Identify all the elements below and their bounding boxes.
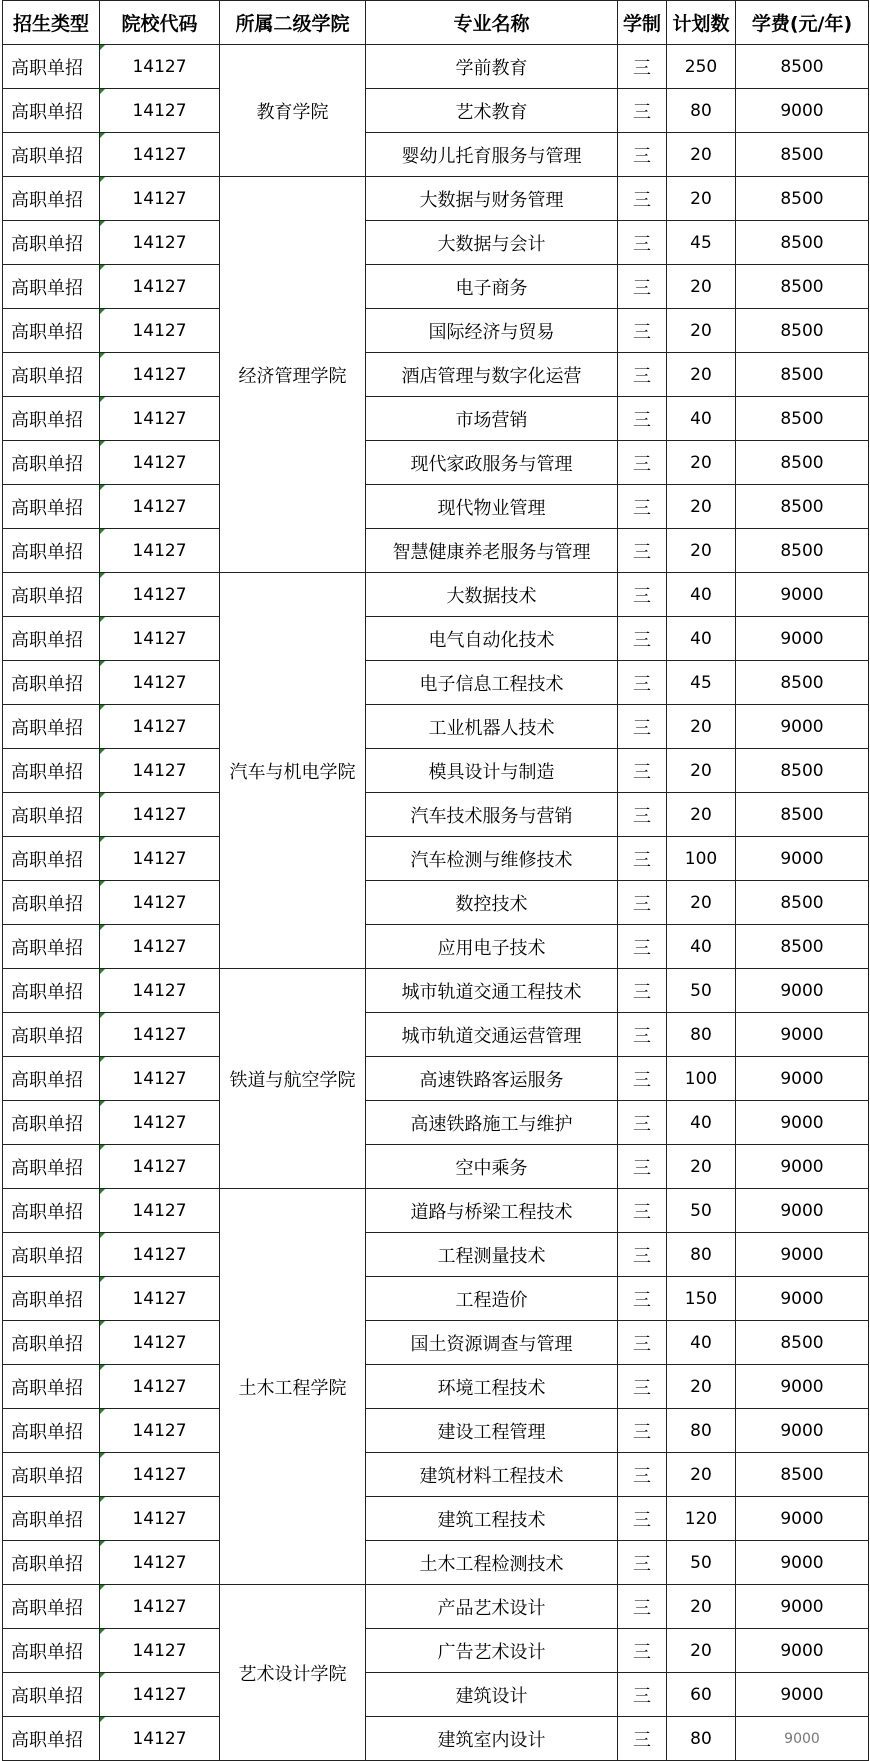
plan-count-cell: 40	[667, 397, 736, 441]
major-name-cell: 广告艺术设计	[366, 1629, 618, 1673]
tuition-cell: 9000	[736, 1145, 869, 1189]
duration-cell: 三	[618, 661, 667, 705]
table-row	[3, 221, 869, 265]
major-name-cell: 国土资源调查与管理	[366, 1321, 618, 1365]
table-row	[3, 1321, 869, 1365]
enroll-type-cell: 高职单招	[3, 837, 100, 881]
table-row	[3, 705, 869, 749]
table-row	[3, 397, 869, 441]
school-code-cell: 14127	[100, 45, 220, 89]
header-cell: 计划数	[667, 1, 736, 45]
school-code-cell: 14127	[100, 1585, 220, 1629]
school-code-cell: 14127	[100, 529, 220, 573]
plan-count-cell: 20	[667, 1453, 736, 1497]
plan-count-cell: 20	[667, 1365, 736, 1409]
school-code-cell: 14127	[100, 221, 220, 265]
header-cell: 院校代码	[100, 1, 220, 45]
major-name-cell: 空中乘务	[366, 1145, 618, 1189]
plan-count-cell: 45	[667, 221, 736, 265]
major-name-cell: 婴幼儿托育服务与管理	[366, 133, 618, 177]
enroll-type-cell: 高职单招	[3, 529, 100, 573]
school-code-cell: 14127	[100, 793, 220, 837]
plan-count-cell: 60	[667, 1673, 736, 1717]
tuition-cell: 9000	[736, 1233, 869, 1277]
duration-cell: 三	[618, 837, 667, 881]
duration-cell: 三	[618, 89, 667, 133]
duration-cell: 三	[618, 441, 667, 485]
plan-count-cell: 40	[667, 925, 736, 969]
major-name-cell: 模具设计与制造	[366, 749, 618, 793]
table-row	[3, 1585, 869, 1629]
plan-count-cell: 20	[667, 881, 736, 925]
tuition-cell: 8500	[736, 397, 869, 441]
school-code-cell: 14127	[100, 1453, 220, 1497]
major-name-cell: 道路与桥梁工程技术	[366, 1189, 618, 1233]
duration-cell: 三	[618, 1145, 667, 1189]
plan-count-cell: 20	[667, 133, 736, 177]
plan-count-cell: 120	[667, 1497, 736, 1541]
duration-cell: 三	[618, 1497, 667, 1541]
tuition-cell: 8500	[736, 749, 869, 793]
table-row	[3, 45, 869, 89]
table-row	[3, 1409, 869, 1453]
school-code-cell: 14127	[100, 1629, 220, 1673]
plan-count-cell: 20	[667, 485, 736, 529]
table-row	[3, 133, 869, 177]
header-cell: 所属二级学院	[220, 1, 366, 45]
enroll-type-cell: 高职单招	[3, 1585, 100, 1629]
school-code-cell: 14127	[100, 1013, 220, 1057]
duration-cell: 三	[618, 1321, 667, 1365]
major-name-cell: 工程造价	[366, 1277, 618, 1321]
tuition-cell: 8500	[736, 1321, 869, 1365]
tuition-cell: 9000	[736, 1673, 869, 1717]
duration-cell: 三	[618, 1057, 667, 1101]
plan-count-cell: 80	[667, 1717, 736, 1761]
enroll-type-cell: 高职单招	[3, 441, 100, 485]
duration-cell: 三	[618, 1233, 667, 1277]
enroll-type-cell: 高职单招	[3, 1321, 100, 1365]
table-row	[3, 485, 869, 529]
duration-cell: 三	[618, 617, 667, 661]
enroll-type-cell: 高职单招	[3, 1629, 100, 1673]
enroll-type-cell: 高职单招	[3, 485, 100, 529]
major-name-cell: 高速铁路客运服务	[366, 1057, 618, 1101]
table-row	[3, 1189, 869, 1233]
school-code-cell: 14127	[100, 1277, 220, 1321]
duration-cell: 三	[618, 133, 667, 177]
duration-cell: 三	[618, 1101, 667, 1145]
school-code-cell: 14127	[100, 837, 220, 881]
duration-cell: 三	[618, 485, 667, 529]
tuition-cell: 8500	[736, 221, 869, 265]
table-row	[3, 617, 869, 661]
duration-cell: 三	[618, 1717, 667, 1761]
duration-cell: 三	[618, 1189, 667, 1233]
major-name-cell: 艺术教育	[366, 89, 618, 133]
tuition-cell: 9000	[736, 1629, 869, 1673]
school-code-cell: 14127	[100, 881, 220, 925]
plan-count-cell: 45	[667, 661, 736, 705]
header-cell: 学费(元/年)	[736, 1, 869, 45]
major-name-cell: 电子信息工程技术	[366, 661, 618, 705]
table-row	[3, 881, 869, 925]
major-name-cell: 产品艺术设计	[366, 1585, 618, 1629]
enroll-type-cell: 高职单招	[3, 1409, 100, 1453]
plan-count-cell: 80	[667, 1233, 736, 1277]
major-name-cell: 现代家政服务与管理	[366, 441, 618, 485]
header-cell: 专业名称	[366, 1, 618, 45]
plan-count-cell: 20	[667, 265, 736, 309]
enroll-type-cell: 高职单招	[3, 1673, 100, 1717]
table-row	[3, 1145, 869, 1189]
school-code-cell: 14127	[100, 969, 220, 1013]
school-code-cell: 14127	[100, 177, 220, 221]
enroll-type-cell: 高职单招	[3, 925, 100, 969]
enroll-type-cell: 高职单招	[3, 1145, 100, 1189]
plan-count-cell: 20	[667, 705, 736, 749]
duration-cell: 三	[618, 353, 667, 397]
school-code-cell: 14127	[100, 1101, 220, 1145]
table-row	[3, 661, 869, 705]
school-code-cell: 14127	[100, 1233, 220, 1277]
school-code-cell: 14127	[100, 1717, 220, 1761]
school-code-cell: 14127	[100, 441, 220, 485]
tuition-cell: 8500	[736, 925, 869, 969]
major-name-cell: 土木工程检测技术	[366, 1541, 618, 1585]
tuition-cell: 8500	[736, 309, 869, 353]
major-name-cell: 大数据技术	[366, 573, 618, 617]
table-row	[3, 1541, 869, 1585]
school-code-cell: 14127	[100, 485, 220, 529]
table-row	[3, 969, 869, 1013]
major-name-cell: 城市轨道交通工程技术	[366, 969, 618, 1013]
table-row	[3, 1629, 869, 1673]
tuition-cell: 9000	[736, 573, 869, 617]
table-row	[3, 793, 869, 837]
college-cell: 艺术设计学院	[220, 1585, 366, 1761]
table-row	[3, 89, 869, 133]
enroll-type-cell: 高职单招	[3, 1365, 100, 1409]
school-code-cell: 14127	[100, 1145, 220, 1189]
plan-count-cell: 80	[667, 1409, 736, 1453]
school-code-cell: 14127	[100, 1057, 220, 1101]
enroll-type-cell: 高职单招	[3, 1189, 100, 1233]
college-cell: 教育学院	[220, 45, 366, 177]
plan-count-cell: 100	[667, 1057, 736, 1101]
plan-count-cell: 20	[667, 749, 736, 793]
tuition-cell: 8500	[736, 265, 869, 309]
plan-count-cell: 20	[667, 177, 736, 221]
major-name-cell: 高速铁路施工与维护	[366, 1101, 618, 1145]
duration-cell: 三	[618, 1277, 667, 1321]
duration-cell: 三	[618, 1013, 667, 1057]
tuition-cell: 9000	[736, 1497, 869, 1541]
school-code-cell: 14127	[100, 133, 220, 177]
major-name-cell: 智慧健康养老服务与管理	[366, 529, 618, 573]
duration-cell: 三	[618, 177, 667, 221]
enroll-type-cell: 高职单招	[3, 1497, 100, 1541]
table-row	[3, 1233, 869, 1277]
school-code-cell: 14127	[100, 1497, 220, 1541]
tuition-cell: 9000	[736, 1013, 869, 1057]
duration-cell: 三	[618, 1453, 667, 1497]
duration-cell: 三	[618, 1585, 667, 1629]
duration-cell: 三	[618, 1365, 667, 1409]
major-name-cell: 市场营销	[366, 397, 618, 441]
plan-count-cell: 80	[667, 1013, 736, 1057]
plan-count-cell: 50	[667, 1189, 736, 1233]
plan-count-cell: 20	[667, 1629, 736, 1673]
table-row	[3, 1717, 869, 1761]
plan-count-cell: 40	[667, 1101, 736, 1145]
plan-count-cell: 20	[667, 793, 736, 837]
major-name-cell: 汽车技术服务与营销	[366, 793, 618, 837]
major-name-cell: 现代物业管理	[366, 485, 618, 529]
school-code-cell: 14127	[100, 1365, 220, 1409]
table-row	[3, 573, 869, 617]
plan-count-cell: 40	[667, 617, 736, 661]
tuition-cell: 9000	[736, 1365, 869, 1409]
table-row	[3, 309, 869, 353]
tuition-cell: 8500	[736, 177, 869, 221]
college-cell: 汽车与机电学院	[220, 573, 366, 969]
duration-cell: 三	[618, 1541, 667, 1585]
school-code-cell: 14127	[100, 1321, 220, 1365]
duration-cell: 三	[618, 969, 667, 1013]
school-code-cell: 14127	[100, 397, 220, 441]
duration-cell: 三	[618, 881, 667, 925]
duration-cell: 三	[618, 1409, 667, 1453]
duration-cell: 三	[618, 573, 667, 617]
table-row	[3, 441, 869, 485]
major-name-cell: 国际经济与贸易	[366, 309, 618, 353]
school-code-cell: 14127	[100, 309, 220, 353]
enroll-type-cell: 高职单招	[3, 309, 100, 353]
tuition-cell: 8500	[736, 1453, 869, 1497]
duration-cell: 三	[618, 749, 667, 793]
major-name-cell: 建筑工程技术	[366, 1497, 618, 1541]
enroll-type-cell: 高职单招	[3, 221, 100, 265]
enroll-type-cell: 高职单招	[3, 573, 100, 617]
school-code-cell: 14127	[100, 925, 220, 969]
table-row	[3, 353, 869, 397]
enroll-type-cell: 高职单招	[3, 265, 100, 309]
major-name-cell: 酒店管理与数字化运营	[366, 353, 618, 397]
plan-count-cell: 20	[667, 309, 736, 353]
table-row	[3, 1277, 869, 1321]
duration-cell: 三	[618, 1673, 667, 1717]
enroll-type-cell: 高职单招	[3, 89, 100, 133]
tuition-cell: 9000	[736, 1409, 869, 1453]
major-name-cell: 建设工程管理	[366, 1409, 618, 1453]
enroll-type-cell: 高职单招	[3, 1233, 100, 1277]
plan-count-cell: 80	[667, 89, 736, 133]
tuition-cell: 8500	[736, 485, 869, 529]
plan-count-cell: 50	[667, 969, 736, 1013]
tuition-cell: 9000	[736, 617, 869, 661]
tuition-cell: 8500	[736, 529, 869, 573]
school-code-cell: 14127	[100, 573, 220, 617]
major-name-cell: 汽车检测与维修技术	[366, 837, 618, 881]
tuition-cell: 9000	[736, 1189, 869, 1233]
major-name-cell: 学前教育	[366, 45, 618, 89]
tuition-cell: 8500	[736, 353, 869, 397]
tuition-cell: 8500	[736, 881, 869, 925]
tuition-cell: 9000	[736, 1541, 869, 1585]
table-row	[3, 1497, 869, 1541]
table-body	[3, 45, 869, 1761]
school-code-cell: 14127	[100, 353, 220, 397]
plan-count-cell: 20	[667, 441, 736, 485]
college-cell: 铁道与航空学院	[220, 969, 366, 1189]
enroll-type-cell: 高职单招	[3, 705, 100, 749]
enroll-type-cell: 高职单招	[3, 1541, 100, 1585]
enroll-type-cell: 高职单招	[3, 617, 100, 661]
duration-cell: 三	[618, 221, 667, 265]
school-code-cell: 14127	[100, 1409, 220, 1453]
duration-cell: 三	[618, 397, 667, 441]
enrollment-plan-table	[2, 0, 869, 1761]
enroll-type-cell: 高职单招	[3, 1101, 100, 1145]
table-row	[3, 1453, 869, 1497]
duration-cell: 三	[618, 705, 667, 749]
duration-cell: 三	[618, 529, 667, 573]
school-code-cell: 14127	[100, 617, 220, 661]
duration-cell: 三	[618, 309, 667, 353]
enroll-type-cell: 高职单招	[3, 881, 100, 925]
enroll-type-cell: 高职单招	[3, 397, 100, 441]
school-code-cell: 14127	[100, 749, 220, 793]
tuition-cell: 9000	[736, 1101, 869, 1145]
tuition-cell: 8500	[736, 661, 869, 705]
header-cell: 招生类型	[3, 1, 100, 45]
tuition-cell: 8500	[736, 441, 869, 485]
header-row	[3, 1, 869, 45]
table-row	[3, 265, 869, 309]
major-name-cell: 电气自动化技术	[366, 617, 618, 661]
tuition-cell: 9000	[736, 705, 869, 749]
plan-count-cell: 150	[667, 1277, 736, 1321]
school-code-cell: 14127	[100, 1541, 220, 1585]
plan-count-cell: 50	[667, 1541, 736, 1585]
enroll-type-cell: 高职单招	[3, 749, 100, 793]
college-cell: 土木工程学院	[220, 1189, 366, 1585]
enroll-type-cell: 高职单招	[3, 45, 100, 89]
duration-cell: 三	[618, 925, 667, 969]
enroll-type-cell: 高职单招	[3, 661, 100, 705]
table-row	[3, 1673, 869, 1717]
enroll-type-cell: 高职单招	[3, 1453, 100, 1497]
duration-cell: 三	[618, 265, 667, 309]
school-code-cell: 14127	[100, 1673, 220, 1717]
duration-cell: 三	[618, 45, 667, 89]
enroll-type-cell: 高职单招	[3, 1013, 100, 1057]
duration-cell: 三	[618, 793, 667, 837]
tuition-cell: 9000	[736, 969, 869, 1013]
plan-count-cell: 20	[667, 529, 736, 573]
table-row	[3, 1365, 869, 1409]
plan-count-cell: 20	[667, 353, 736, 397]
major-name-cell: 建筑设计	[366, 1673, 618, 1717]
tuition-cell: 9000	[736, 837, 869, 881]
major-name-cell: 工程测量技术	[366, 1233, 618, 1277]
plan-count-cell: 100	[667, 837, 736, 881]
enroll-type-cell: 高职单招	[3, 177, 100, 221]
school-code-cell: 14127	[100, 705, 220, 749]
school-code-cell: 14127	[100, 661, 220, 705]
major-name-cell: 数控技术	[366, 881, 618, 925]
school-code-cell: 14127	[100, 265, 220, 309]
school-code-cell: 14127	[100, 1189, 220, 1233]
table-row	[3, 1013, 869, 1057]
table-row	[3, 177, 869, 221]
college-cell: 经济管理学院	[220, 177, 366, 573]
plan-count-cell: 250	[667, 45, 736, 89]
major-name-cell: 环境工程技术	[366, 1365, 618, 1409]
plan-count-cell: 20	[667, 1145, 736, 1189]
tuition-cell: 8500	[736, 793, 869, 837]
major-name-cell: 大数据与会计	[366, 221, 618, 265]
enroll-type-cell: 高职单招	[3, 1717, 100, 1761]
header-cell: 学制	[618, 1, 667, 45]
tuition-cell: 9000	[736, 1585, 869, 1629]
table-row	[3, 529, 869, 573]
tuition-cell: 9000	[736, 1277, 869, 1321]
major-name-cell: 大数据与财务管理	[366, 177, 618, 221]
major-name-cell: 城市轨道交通运营管理	[366, 1013, 618, 1057]
plan-count-cell: 40	[667, 1321, 736, 1365]
tuition-cell: 9000	[736, 1057, 869, 1101]
major-name-cell: 应用电子技术	[366, 925, 618, 969]
tuition-cell: 9000	[736, 89, 869, 133]
tuition-cell: 9000	[736, 1717, 869, 1761]
table-row	[3, 1101, 869, 1145]
plan-count-cell: 40	[667, 573, 736, 617]
major-name-cell: 电子商务	[366, 265, 618, 309]
enroll-type-cell: 高职单招	[3, 353, 100, 397]
enroll-type-cell: 高职单招	[3, 969, 100, 1013]
plan-count-cell: 20	[667, 1585, 736, 1629]
major-name-cell: 建筑室内设计	[366, 1717, 618, 1761]
table-row	[3, 837, 869, 881]
enroll-type-cell: 高职单招	[3, 793, 100, 837]
tuition-cell: 8500	[736, 133, 869, 177]
table-row	[3, 925, 869, 969]
enroll-type-cell: 高职单招	[3, 1057, 100, 1101]
major-name-cell: 工业机器人技术	[366, 705, 618, 749]
school-code-cell: 14127	[100, 89, 220, 133]
tuition-cell: 8500	[736, 45, 869, 89]
enroll-type-cell: 高职单招	[3, 1277, 100, 1321]
duration-cell: 三	[618, 1629, 667, 1673]
table-row	[3, 1057, 869, 1101]
table-row	[3, 749, 869, 793]
major-name-cell: 建筑材料工程技术	[366, 1453, 618, 1497]
enroll-type-cell: 高职单招	[3, 133, 100, 177]
